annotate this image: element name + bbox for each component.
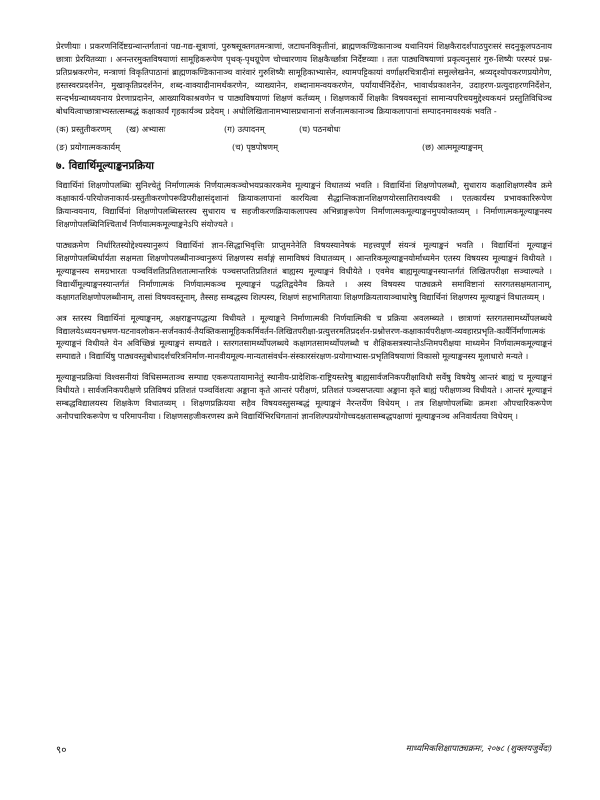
- body-paragraph-4: मूल्याङ्कनप्रक्रियां विश्वसनीयां विधिसम्मताञ्च सम्पाद्य एकरूपतायामानेतुं स्थानीय-प्रादेशिक-राष्ट्रियस्तरेषु बाह्यसार्वजनिकपरीक्षाविधौ सर्वेषु विषयेषु आन्तरं बाह्यं च मूल्याङ्कनं विधीयते । सार्वजनिकपरीक्षणे प्रतिविषयं प्रतिशतं पञ्चविंशत्यः अङ्काना कृते आन्तरं परीक्षणं, प्रतिशतं पञ्चसप्तत्याः अङ्काना कृते बाह्यं परीक्षणञ्च विधीयते । आन्तरं मूल्याङ्कनं सम्बद्धविद्यालयस्य शिक्षकेण विधातव्यम् । शिक्षणप्रक्रियया सहैव विषयवस्तुसम्बद्धं मूल्याङ्कनं नैरन्तर्येण विधेयम् । तत्र शिक्षणोपलब्धिः क्रमशः औपचारिकरूपेण अनौपचारिकरूपेण च परिमापनीया । शिक्षणसहजीकरणस्य क्रमे विद्यार्थिभिरधिगतानां ज्ञानशिल्पप्रयोगोच्चदक्षतासम्बद्धपक्षाणां मूल्याङ्कनञ्च अनिवार्यतया विधेयम् ।: [56, 372, 552, 421]
- body-paragraph-2: पाठ्यक्रमेण निर्धारितस्योद्देश्यस्यानुरूपं विद्यार्थिनां ज्ञान-सिद्धाभिवृत्तिः प्राप्तुमनेनेति विषयस्यानेषकं महत्त्वपूर्णं संयन्त्रं मूल्याङ्कनं भवति । विद्यार्थिनां मूल्याङ्कनं शिक्षणोपलब्धिर्धार्यता सक्षमता शिक्षणोपलब्धीनाञ्चानुरूपं शिक्षणस्य सर्वाङ्गं सामाविषयं विधातव्यम् । आन्तरिकमूल्याङ्कनयोर्माध्यमेन एतस्य विषयस्य मूल्याङ्कनं विधीयते । मूल्याङ्कनस्य समग्रभारतः पञ्चविंशतिप्रतिशतात्मान्तरिकं पञ्चसप्ततिप्रतिशतं बाह्यस्य मूल्याङ्कनं विधीयेते । एवमेव बाह्यमूल्याङ्कनस्यान्तर्गतं लिखितपरीक्षा सञ्चाल्यते । विद्यार्थीमूल्याङ्कनस्यान्तर्गतं निर्माणात्मकं निर्णयात्मकञ्च मूल्याङ्कनं पद्धतिद्वयेनैव क्रियते । अस्य विषयस्य पाठ्यक्रमे समाविष्टानां स्तरगतसक्षमतानाम्, कक्षागतशिक्षणोपलब्धीनाम्, तासां विषयवस्तूनाम्, तैस्सह सम्बद्धस्य शिल्पस्य, शिक्षणं सहभागितायाः शिक्षणक्रियतायाञ्चाधारेषु विद्यार्थिनां शिक्षणस्य मूल्याङ्कनं विधातव्यम् ।: [56, 240, 552, 302]
- activity-options-row-1: [56, 123, 552, 135]
- running-title: माध्यमिकशिक्षापाठ्यक्रमः, २०७८ (शुक्लयजुर्वेदः): [405, 744, 552, 754]
- activity-options-row-2: [56, 141, 552, 153]
- option-practical-work: (ङ) प्रयोगात्मककार्यम्: [56, 142, 121, 153]
- section-title: विद्यार्थिमूल्याङ्कनप्रक्रिया: [68, 160, 155, 173]
- body-paragraph-1: विद्यार्थिनां शिक्षणोपलब्धिः सुनिश्चेतुं निर्माणात्मकं निर्णयात्मकञ्चोभयप्रकारकमेव मूल्याङ्कनं विधातव्यं भवति । विद्यार्थिनां शिक्षणोपलब्धौ, सुधाराय कक्षाशिक्षणस्यैव क्रमे कक्षाकार्य-परियोजनाकार्य-प्रस्तुतीकरणोपरूढिपरीक्षासंदृशानां क्रियाकलापानां कारयित्वा सैद्धान्तिकज्ञानशिक्षणयोरसातिरावश्यकी । एतत्कार्यस्य प्रभावकारिरूपेण क्रियान्वयनाय, विद्यार्थिनां शिक्षणोपलब्धिस्तरस्य सुधाराय च सहजीकरणक्रियाकलापस्य अभिन्नाङ्गरूपेण निर्माणात्मकमूल्याङ्कनमुपयोक्तव्यम् । निर्माणात्मकमूल्याङ्कनस्य शिक्षणोपलब्धिनिश्चितार्थं निर्णयात्मकमूल्याङ्कनेऽपि संयोज्यते ।: [56, 180, 552, 230]
- intro-paragraph: प्रेरणीयाः । प्रकरणनिर्दिष्टग्रन्थान्तर्गतानां पद्य-गद्य-सूत्राणां, पुरुषसूक्तगतमन्त्राणां, जटाघनविकृतीनां, ब्राह्मणकण्डिकानाञ्च यथानियमं शिक्षकैरादर्शपाठपुरःसरं सदनुकूलपठनाय छात्राः प्रेरयितव्याः । अनन्तरमुक्तविषयाणां सामूहिकरूपेण पृथक्-पृथग्रूपेण चोच्चारणाय शिक्षकैर्च्छात्रा निर्देष्टव्याः । ततः पाठ्यविषयाणां प्रकृत्यनुसारं गुरु-शिष्यैः परस्परं प्रश्न-प्रतिप्रश्नकरणेन, मन्त्राणां विकृतिपाठानां ब्राह्मणकण्डिकानाञ्च वारंवारं गुरुशिष्यैः सामूहिकाभ्यासेन, श्यामपट्टिकायां वर्णाक्षरचित्रादीनां समुल्लेखनेन, श्रव्यदृश्योपकरणप्रयोगेण, हस्तस्वरप्रदर्शनेन, मुखाकृतिप्रदर्शनेन, शब्द-वाक्यादीनामर्थकरणेन, व्याख्यानेन, शब्दानामन्वयकरणेन, पर्यायार्थनिर्देशेन, भावार्थप्रकाशनेन, उदाहरण-प्रत्युदाहरणनिर्देशेन, सन्दर्भग्रन्थाध्ययनाय प्रेरणाप्रदानेन, आख्यायिकाश्रवणेन च पाठ्यविषयाणां शिक्षणं कर्तव्यम् । शिक्षणकार्ये शिक्षकैः विषयवस्तूनां सामान्यपरिचयमुद्देश्यकथनं प्रस्तुतिविधिञ्च बोधयित्वाच्छात्राभ्यस्तत्सम्बद्धं कक्षाकार्यं गृहकार्यञ्च प्रदेयम् । अधोलिखितानामभ्यासप्रधानानां सर्जनात्मकानाञ्च क्रियाकलापानां सम्पादनमावश्यकं भवति -: [56, 41, 552, 116]
- option-reading-comprehension: (घ) पठनबोधः: [299, 124, 341, 135]
- option-production: (ग) उत्पादनम्: [224, 124, 265, 135]
- body-paragraph-3: अत्र स्तरस्य विद्यार्थिनां मूल्याङ्कनम्, अक्षराङ्कनपद्धत्या विधीयते । मूल्याङ्कने निर्माणात्मकी निर्णयात्मिकी च प्रक्रिया अवलम्ब्यते । छात्राणां स्तरगतसामर्थ्योपलब्धये विद्यालयेऽध्ययनभ्रमण-घटनावलोकन-सर्जनकार्य-तैयक्तिकसामूहिककर्मिवर्तन-लिखितपरीक्षा-प्रत्युत्तरमतिप्रदर्शन-प्रश्नोत्तरण-कक्षाकार्यपरीक्षण-व्यवहारप्रभृति-कार्यैर्निर्माणात्मकं मूल्याङ्कनं विधीयते येन अविच्छिन्नं मूल्याङ्कनं सम्पद्यते । स्तरगतसामर्थ्योपलब्धये कक्षागतसामर्थ्योपलब्धौ च शैक्षिकसत्रस्यान्तेऽन्तिमपरीक्षया माध्यमेन निर्णयात्मकमूल्याङ्कनं सम्पाद्यते । विद्यार्थिषु पाठ्यवस्तुबोधादर्शचरित्रनिर्माण-मानवीयमूल्य-मान्यतासंवर्धन-संस्कारसंरक्षण-प्रयोगाभ्यास-प्रभृतिविषयाणां विकासो मूल्याङ्कनस्य मूलाधारो मन्यते ।: [56, 312, 552, 362]
- section-heading: [56, 159, 552, 173]
- document-page: [56, 40, 552, 431]
- page-footer: [56, 742, 552, 758]
- page-number: ९०: [56, 745, 67, 756]
- activity-options-list: [56, 123, 552, 153]
- option-practice: (ख) अभ्यासः: [126, 124, 166, 135]
- option-feedback: (च) पृष्ठपोषणम्: [232, 142, 278, 153]
- section-number: ७.: [56, 160, 66, 173]
- option-presentation: (क) प्रस्तुतीकरणम्: [56, 124, 112, 135]
- option-self-assessment: (छ) आत्ममूल्याङ्कनम्: [422, 142, 483, 153]
